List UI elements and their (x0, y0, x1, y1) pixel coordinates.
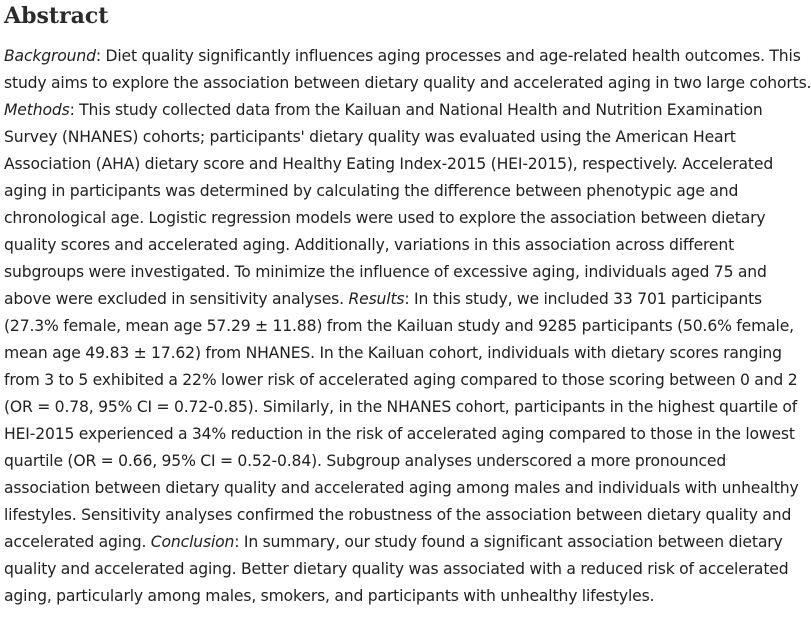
abstract-body (4, 43, 811, 610)
abstract-heading: Abstract (4, 3, 109, 29)
methods-text: : This study collected data from the Kailuan and National Health and Nutrition Examination Survey (NHANES) cohorts; participants' dietary quality was evaluated using the American Heart Association (AHA) dietary score and Healthy Eating Index-2015 (HEI-2015), respectively. Accelerated aging in participants was determined by calculating the difference between phenotypic age and chronological age. Logistic regression models were used to explore the association between dietary quality scores and accelerated aging. Additionally, variations in this association across different subgroups were investigated. To minimize the influence of excessive aging, individuals aged 75 and above were excluded in sensitivity analyses. (4, 101, 774, 308)
conclusion-text: : In summary, our study found a significant association between dietary quality and accelerated aging. Better dietary quality was associated with a reduced risk of accelerated aging, particularly among males, smokers, and participants with unhealthy lifestyles. (4, 533, 789, 605)
results-label: Results (348, 290, 405, 308)
conclusion-label: Conclusion (150, 533, 235, 551)
results-text: : In this study, we included 33 701 participants (27.3% female, mean age 57.29 ± 11.88) from the Kailuan study and 9285 participants (50.6% female, mean age 49.83 ± 17.62) from NHANES. In the Kailuan cohort, individuals with dietary scores ranging from 3 to 5 exhibited a 22% lower risk of accelerated aging compared to those scoring between 0 and 2 (OR = 0.78, 95% CI = 0.72-0.85). Similarly, in the NHANES cohort, participants in the highest quartile of HEI-2015 experienced a 34% reduction in the risk of accelerated aging compared to those in the lowest quartile (OR = 0.66, 95% CI = 0.52-0.84). Subgroup analyses underscored a more pronounced association between dietary quality and accelerated aging among males and individuals with unhealthy lifestyles. Sensitivity analyses confirmed the robustness of the association between dietary quality and accelerated aging. (4, 290, 799, 551)
background-text: : Diet quality significantly influences aging processes and age-related health outcomes. This study aims to explore the association between dietary quality and accelerated aging in two large cohorts. (4, 47, 811, 92)
background-label: Background (4, 47, 96, 65)
methods-label: Methods (4, 101, 70, 119)
